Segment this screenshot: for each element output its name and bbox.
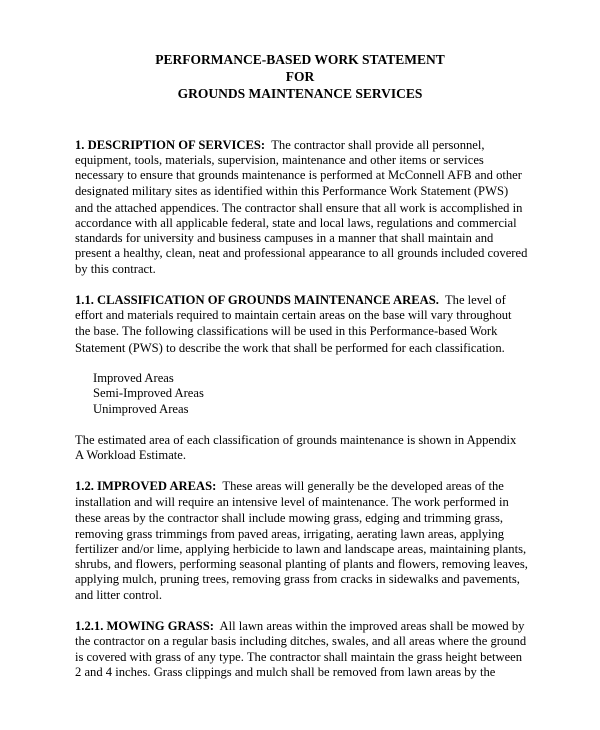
section-1-line: designated military sites as identified within this Performance Work Statement (PWS) [75, 184, 509, 198]
estimate-line: The estimated area of each classification of grounds maintenance is shown in Appendix [75, 433, 517, 447]
title-line-1: PERFORMANCE-BASED WORK STATEMENT [155, 52, 445, 67]
section-1-line: 1. DESCRIPTION OF SERVICES: The contractor shall provide all personnel, [75, 138, 485, 152]
document-title [0, 51, 600, 102]
section-1-2-line: fertilizer and/or lime, applying herbicide to lawn and landscape areas, maintaining plants, [75, 542, 527, 556]
section-1-line: accordance with all applicable federal, state and local laws, regulations and commercial [75, 216, 517, 230]
title-line-3: GROUNDS MAINTENANCE SERVICES [177, 86, 423, 101]
section-1-2-line: applying mulch, pruning trees, removing grass from cracks in sidewalks and pavements, [75, 572, 520, 586]
section-1-line: present a healthy, clean, neat and professional appearance to all grounds included covered [75, 246, 528, 260]
section-1-2-line: and litter control. [75, 588, 163, 602]
section-1-2-1-line: 1.2.1. MOWING GRASS: All lawn areas within the improved areas shall be mowed by [75, 619, 525, 633]
section-1-line: and the attached appendices. The contractor shall ensure that all work is accomplished in [75, 201, 523, 215]
section-1-line: necessary to ensure that grounds maintenance is performed at McConnell AFB and other [75, 168, 522, 182]
classification-item: Unimproved Areas [93, 402, 189, 416]
section-1-2-line: 1.2. IMPROVED AREAS: These areas will generally be the developed areas of the [75, 479, 504, 493]
classification-item: Semi-Improved Areas [93, 386, 204, 400]
section-1-2-1-heading: 1.2.1. MOWING GRASS: [75, 619, 214, 633]
section-1-2-line: installation and will require an intensive level of maintenance. The work performed in [75, 495, 509, 509]
section-1-1-line: 1.1. CLASSIFICATION OF GROUNDS MAINTENANCE AREAS. The level of [75, 293, 506, 307]
section-1-line: equipment, tools, materials, supervision, maintenance and other items or services [75, 153, 484, 167]
section-1-2-1-line: 2 and 4 inches. Grass clippings and mulch shall be removed from lawn areas by the [75, 665, 496, 679]
estimate-line: A Workload Estimate. [75, 448, 187, 462]
section-1-1-heading: 1.1. CLASSIFICATION OF GROUNDS MAINTENANCE AREAS. [75, 293, 439, 307]
section-1-2-heading: 1.2. IMPROVED AREAS: [75, 479, 217, 493]
section-1-2-1-line: the contractor on a regular basis including ditches, swales, and all areas where the ground [75, 634, 527, 648]
section-1-2-line: these areas by the contractor shall include mowing grass, edging and trimming grass, [75, 511, 504, 525]
title-line-2: FOR [285, 69, 315, 84]
section-1-2-1-line: is covered with grass of any type. The contractor shall maintain the grass height between [75, 650, 523, 664]
section-1-1-line: effort and materials required to maintain certain areas on the base will vary throughout [75, 308, 512, 322]
section-1-line: standards for university and business campuses in a manner that shall maintain and [75, 231, 494, 245]
section-1-1-line: the base. The following classifications will be used in this Performance-based Work [75, 324, 498, 338]
classification-item: Improved Areas [93, 371, 174, 385]
section-1-line: by this contract. [75, 262, 156, 276]
section-1-2-line: shrubs, and flowers, performing seasonal planting of plants and flowers, removing leaves, [75, 557, 528, 571]
section-1-1-line: Statement (PWS) to describe the work that shall be performed for each classification. [75, 341, 505, 355]
section-1-2-line: removing grass trimmings from paved areas, irrigating, aerating lawn areas, applying [75, 527, 505, 541]
section-1-heading: 1. DESCRIPTION OF SERVICES: [75, 138, 266, 152]
